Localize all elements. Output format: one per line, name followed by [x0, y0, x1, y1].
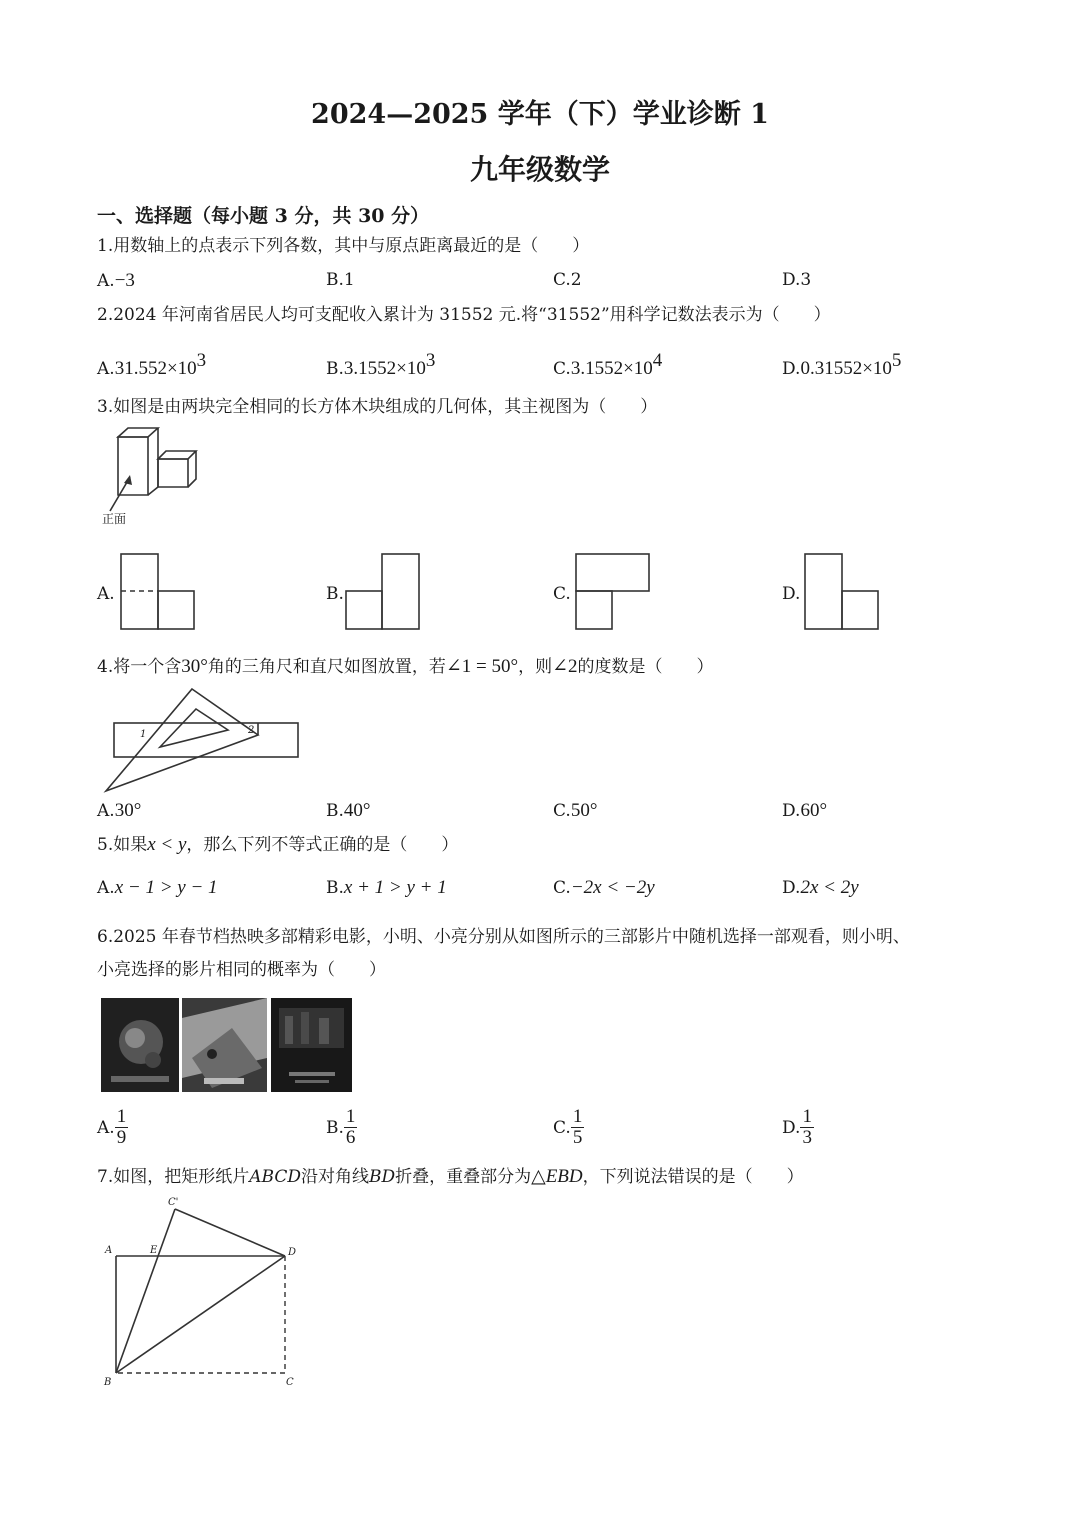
- q3-option-a-label: A.: [97, 584, 115, 604]
- q4-option-b: B.40°: [326, 800, 371, 821]
- question-2-stem: 2.2024 年河南省居民人均可支配收入累计为 31552 元.将“31552”用科学记数法表示为（ ）: [97, 305, 831, 325]
- q5-option-d: D.2x < 2y: [782, 877, 859, 898]
- q2-option-a: $A.31.552\times 10^3$: [97, 350, 207, 379]
- q3-option-d-label: D.: [782, 584, 801, 604]
- q7-label-a: A: [105, 1245, 113, 1256]
- q7-label-d: D: [288, 1247, 297, 1258]
- question-6-stem-line-1: 6.2025 年春节档热映多部精彩电影，小明、小亮分别从如图所示的三部影片中随机选择一部观看，则小明、: [97, 927, 910, 947]
- q6-option-d: D. $\frac{1}{3}$: [782, 1106, 812, 1148]
- q7-label-e: E: [150, 1245, 158, 1256]
- exam-subtitle: 九年级数学: [469, 153, 610, 186]
- movie-poster-1: [101, 998, 179, 1092]
- q3-option-a-figure: [120, 553, 200, 633]
- q7-label-b: B: [104, 1377, 112, 1388]
- q2-option-c: $C.3.1552\times 10^4$: [553, 350, 663, 379]
- q4-angle-2-label: 2: [248, 725, 255, 736]
- q5-option-b: B.x + 1 > y + 1: [326, 877, 447, 898]
- exam-title: 2024—2025 学年（下）学业诊断 1: [311, 99, 769, 130]
- q3-option-c-label: C.: [553, 584, 571, 604]
- q4-angle-1-label: 1: [140, 729, 147, 740]
- question-3-stem: 3.如图是由两块完全相同的长方体木块组成的几何体，其主视图为（ ）: [97, 397, 658, 417]
- movie-poster-2: [182, 998, 267, 1092]
- q1-option-a: A.−3: [97, 270, 135, 291]
- q7-fold-figure: [100, 1195, 310, 1390]
- q7-label-c-prime: C': [168, 1197, 179, 1208]
- q6-option-b: B. $\frac{1}{6}$: [326, 1106, 356, 1148]
- q5-option-c: C.−2x < −2y: [553, 877, 655, 898]
- q3-option-b-label: B.: [326, 584, 344, 604]
- q1-option-d: D.3: [782, 270, 812, 290]
- q4-ruler-triangle-figure: [100, 685, 310, 795]
- movie-poster-3: [271, 998, 352, 1092]
- q6-option-c: C. $\frac{1}{5}$: [553, 1106, 583, 1148]
- q1-option-c: C.2: [553, 270, 582, 290]
- section-heading: 一、选择题（每小题 3 分，共 30 分）: [97, 205, 430, 227]
- question-4-stem: 4.将一个含30°角的三角尺和直尺如图放置，若∠1 = 50°，则∠2的度数是（ ）: [97, 656, 714, 677]
- q1-option-b: B.1: [326, 270, 355, 290]
- q2-option-b: $B.3.1552\times 10^3$: [326, 350, 436, 379]
- q3-option-b-figure: [345, 553, 425, 633]
- q3-option-c-figure: [575, 553, 655, 633]
- q7-label-c: C: [286, 1377, 294, 1388]
- question-6-stem-line-2: 小亮选择的影片相同的概率为（ ）: [97, 960, 386, 980]
- q6-option-a: A. $\frac{1}{9}$: [97, 1106, 127, 1148]
- q3-option-d-figure: [804, 553, 884, 633]
- q2-option-d: $D.0.31552\times 10^5$: [782, 350, 902, 379]
- q5-option-a: A.x − 1 > y − 1: [97, 877, 218, 898]
- q3-front-label: 正面: [102, 512, 127, 526]
- q4-option-d: D.60°: [782, 800, 828, 821]
- q4-option-c: C.50°: [553, 800, 598, 821]
- question-1-stem: 1.用数轴上的点表示下列各数，其中与原点距离最近的是（ ）: [97, 236, 590, 256]
- question-5-stem: 5.如果x < y，那么下列不等式正确的是（ ）: [97, 834, 459, 855]
- q4-option-a: A.30°: [97, 800, 142, 821]
- question-7-stem: 7.如图，把矩形纸片ABCD沿对角线BD折叠，重叠部分为△EBD，下列说法错误的是（ ）: [97, 1166, 804, 1187]
